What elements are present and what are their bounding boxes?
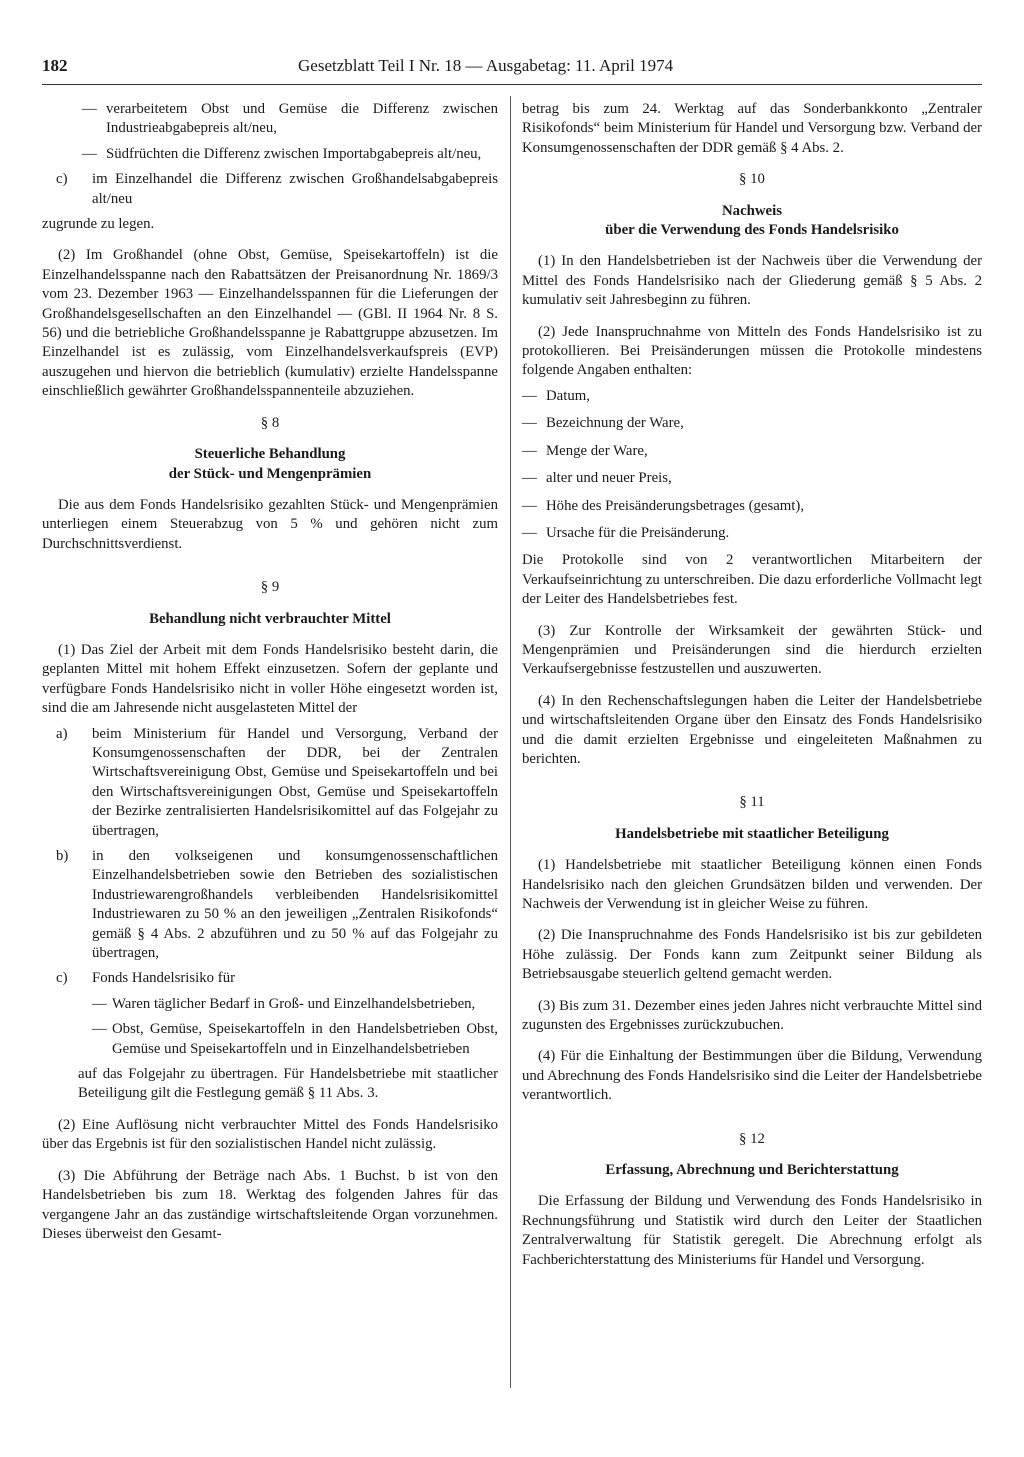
list-item	[42, 1020, 498, 1059]
list-item	[42, 969, 498, 988]
section-title: Steuerliche Behandlung	[194, 446, 346, 463]
section-number: § 9	[260, 579, 280, 596]
list-item	[522, 469, 982, 488]
paragraph: (2) Jede Inanspruchnahme von Mitteln des Fonds Handelsrisiko ist zu protokollieren. Bei Preisänderungen müssen die Protokolle mindestens folgende Angaben enthalten:	[522, 323, 982, 379]
page-number: 182	[42, 56, 68, 75]
list-item-text: Südfrüchten die Differenz zwischen Importabgabepreis alt/neu,	[106, 145, 482, 162]
paragraph: zugrunde zu legen.	[42, 216, 155, 233]
list-item-text: verarbeitetem Obst und Gemüse die Differenz zwischen Industrieabgabepreis alt/neu,	[106, 101, 498, 137]
paragraph: Die Protokolle sind von 2 verantwortlichen Mitarbeitern der Verkaufseinrichtung zu unterschreiben. Die dazu erforderliche Vollmacht legt der Leiter des Handelsbetriebes fest.	[522, 552, 982, 608]
section-title: der Stück- und Mengenprämien	[168, 465, 372, 482]
paragraph: (1) Handelsbetriebe mit staatlicher Beteiligung können einen Fonds Handelsrisiko nach den gleichen Grundsätzen bilden und verwenden. Der Nachweis der Verwendung ist in gleicher Weise zu führen.	[522, 857, 982, 912]
section-number: § 8	[260, 414, 280, 431]
paragraph: auf das Folgejahr zu übertragen. Für Handelsbetriebe mit staatlicher Beteiligung gilt die Festlegung gemäß § 11 Abs. 3.	[78, 1066, 498, 1102]
list-item	[42, 995, 498, 1014]
paragraph: (4) Für die Einhaltung der Bestimmungen über die Bildung, Verwendung und Abrechnung des Fonds Handelsrisiko sind die Leiter der Handelsbetriebe verantwortlich.	[522, 1048, 982, 1104]
dash-marker: —	[92, 995, 107, 1012]
running-title: Gesetzblatt Teil I Nr. 18 — Ausgabetag: 11. April 1974	[298, 56, 674, 75]
paragraph: (1) Das Ziel der Arbeit mit dem Fonds Handelsrisiko besteht darin, die geplanten Mittel mit hohem Effekt einzusetzen. Sofern der geplante und verfügbare Fonds Handelsrisiko nicht in voller Höhe eingesetzt worden ist, sind die am Jahresende nicht ausgelasteten Mittel der	[42, 641, 498, 717]
list-item	[522, 387, 982, 406]
list-item-text: beim Ministerium für Handel und Versorgung, Verband der Konsumgenossenschaften der DDR, bei der Zentralen Wirtschaftsvereinigung Obst, Gemüse und Speisekartoffeln und bei den Wirtschaftsvereinigungen Obst, Gemüse und Speisekartoffeln der Bezirke zentralisierten Handelsrisikomittel auf das Folgejahr zu übertragen,	[92, 725, 498, 839]
dash-marker: —	[82, 101, 97, 117]
column-divider	[510, 96, 511, 1388]
list-item	[42, 847, 498, 963]
dash-marker: —	[522, 497, 537, 514]
list-item	[522, 414, 982, 433]
paragraph: Die aus dem Fonds Handelsrisiko gezahlten Stück- und Mengenprämien unterliegen einem Steuerabzug von 5 % und gehören nicht zum Durchschnittsverdienst.	[42, 496, 498, 552]
dash-marker: —	[522, 524, 537, 541]
paragraph: (4) In den Rechenschaftslegungen haben die Leiter der Handelsbetriebe und wirtschaftsleitenden Organe über den Einsatz des Fonds Handelsrisiko und die damit erzielten Ergebnisse und eingeleiteten Maßnahmen zu berichten.	[522, 692, 982, 767]
list-item-text: alter und neuer Preis,	[546, 470, 672, 487]
right-column	[522, 100, 982, 1270]
section-number: § 12	[739, 1130, 765, 1147]
dash-marker: —	[92, 1021, 107, 1038]
paragraph: (2) Im Großhandel (ohne Obst, Gemüse, Speisekartoffeln) ist die Einzelhandelsspanne nach den Rabattsätzen der Preisanordnung Nr. 1869/3 vom 23. Dezember 1963 — Einzelhandelsspannen für die Lieferungen der Großhandelsgesellschaften an den Einzelhandel — (GBl. II 1964 Nr. 8 S. 56) und die betriebliche Großhandelsspanne je Rabattgruppe abzusetzen. Im Einzelhandel ist es zulässig, vom Einzelhandelsverkaufspreis (EVP) auszugehen und hiervon die betrieblich (kumulativ) erzielte Handelsspanne einschließlich gewährter Großhandelsspannenteile abzuziehen.	[42, 247, 498, 400]
section-title: über die Verwendung des Fonds Handelsrisiko	[605, 222, 899, 239]
dash-marker: —	[522, 470, 537, 487]
list-label: c)	[56, 970, 68, 987]
paragraph: (1) In den Handelsbetrieben ist der Nachweis über die Verwendung der Mittel des Fonds Handelsrisiko nach der Gliederung gemäß § 5 Abs. 2 kumulativ seit Jahresbeginn zu führen.	[522, 253, 982, 309]
list-item-text: in den volkseigenen und konsumgenossenschaftlichen Einzelhandelsbetrieben sowie den Betrieben des sozialistischen Industriewarengroßhandels verbleibenden Handelsrisikomittel Industriewaren zu 50 % an den jeweiligen „Zentralen Risikofonds“ gemäß § 4 Abs. 2 abzuführen und zu 50 % auf das Folgejahr zu übertragen,	[92, 848, 498, 962]
dash-marker: —	[522, 442, 537, 459]
list-item-text: Obst, Gemüse, Speisekartoffeln in den Handelsbetrieben Obst, Gemüse und Speisekartoffeln und in Einzelhandelsbetrieben	[112, 1021, 498, 1057]
paragraph: (3) Die Abführung der Beträge nach Abs. 1 Buchst. b ist von den Handelsbetrieben bis zum 18. Werktag des folgenden Jahres für das vergangene Jahr an das zuständige wirtschaftsleitende Organ vorzunehmen. Dieses überweist den Gesamt-	[42, 1167, 498, 1242]
list-label: c)	[56, 171, 68, 188]
list-item-text: Höhe des Preisänderungsbetrages (gesamt),	[546, 497, 805, 514]
list-item	[42, 145, 498, 164]
section-title: Erfassung, Abrechnung und Berichterstattung	[605, 1162, 899, 1179]
list-item-text: Menge der Ware,	[546, 442, 648, 459]
list-item	[522, 524, 982, 543]
page-header	[42, 56, 982, 85]
list-item-text: Datum,	[546, 387, 590, 404]
section-number: § 10	[739, 171, 765, 188]
list-item-text: Waren täglicher Bedarf in Groß- und Einzelhandelsbetrieben,	[112, 995, 476, 1012]
list-item	[522, 442, 982, 461]
section-title: Behandlung nicht verbrauchter Mittel	[149, 610, 391, 627]
section-title: Nachweis	[721, 202, 782, 219]
paragraph: (2) Eine Auflösung nicht verbrauchter Mittel des Fonds Handelsrisiko über das Ergebnis ist für den sozialistischen Handel nicht zulässig.	[42, 1116, 498, 1153]
list-item	[522, 497, 982, 516]
left-column	[42, 100, 498, 1244]
section-number: § 11	[739, 794, 765, 811]
list-item	[42, 100, 498, 139]
list-item-text: Fonds Handelsrisiko für	[92, 970, 236, 987]
paragraph: betrag bis zum 24. Werktag auf das Sonderbankkonto „Zentraler Risikofonds“ beim Ministerium für Handel und Versorgung bzw. Verband der Konsumgenossenschaften der DDR gemäß § 4 Abs. 2.	[522, 101, 982, 156]
section-title: Handelsbetriebe mit staatlicher Beteiligung	[615, 825, 889, 842]
dash-marker: —	[82, 145, 97, 162]
list-label: b)	[56, 848, 69, 864]
paragraph: Die Erfassung der Bildung und Verwendung des Fonds Handelsrisiko in Rechnungsführung und Statistik wird durch den Leiter der Staatlichen Zentralverwaltung für Statistik geregelt. Die Abrechnung erfolgt als Fachberichterstattung des Ministeriums für Handel und Versorgung.	[522, 1193, 982, 1268]
paragraph: (3) Zur Kontrolle der Wirksamkeit der gewährten Stück- und Mengenprämien und Preisänderungen sind die hierdurch erzielten Verkaufsergebnisse festzustellen und auszuwerten.	[522, 622, 982, 678]
dash-marker: —	[522, 387, 537, 404]
list-item	[42, 725, 498, 841]
list-item	[42, 170, 498, 209]
list-item-text: Ursache für die Preisänderung.	[546, 524, 730, 541]
list-item-text: im Einzelhandel die Differenz zwischen Großhandelsabgabepreis alt/neu	[92, 171, 498, 207]
paragraph: (2) Die Inanspruchnahme des Fonds Handelsrisiko ist bis zur gebildeten Höhe zulässig. Der Fonds kann zum Zeitpunkt seiner Bildung als Betriebsausgabe steuerlich geltend gemacht werden.	[522, 927, 982, 983]
dash-marker: —	[522, 415, 537, 432]
list-label: a)	[56, 725, 68, 742]
list-item-text: Bezeichnung der Ware,	[546, 415, 684, 432]
paragraph: (3) Bis zum 31. Dezember eines jeden Jahres nicht verbrauchte Mittel sind zugunsten des Ergebnisses zurückzubuchen.	[522, 997, 982, 1034]
